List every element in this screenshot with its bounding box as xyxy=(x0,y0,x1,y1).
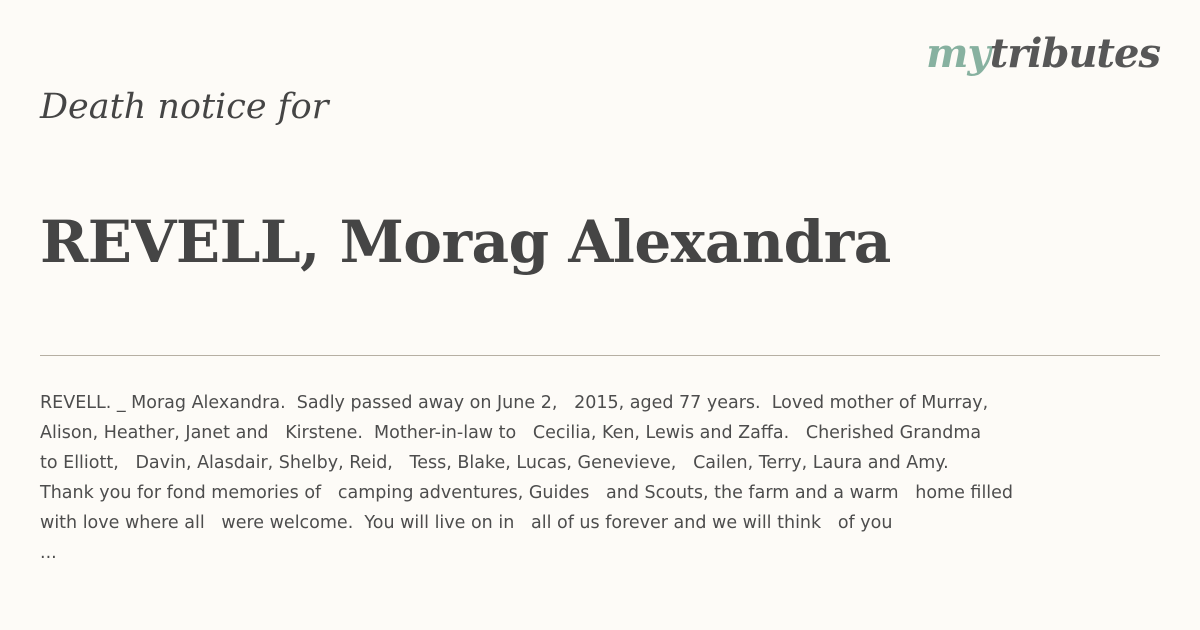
notice-line: to Elliott, Davin, Alasdair, Shelby, Reid, Tess, Blake, Lucas, Genevieve, Cailen, Terry, Laura and Amy. xyxy=(40,453,949,473)
death-notice-label: Death notice for xyxy=(40,87,329,127)
notice-line: REVELL. _ Morag Alexandra. Sadly passed away on June 2, 2015, aged 77 years. Loved mother of Murray, xyxy=(40,393,989,413)
notice-line: Thank you for fond memories of camping adventures, Guides and Scouts, the farm and a warm home filled xyxy=(40,483,1014,503)
mytributes-logo[interactable] xyxy=(926,30,1160,78)
notice-text xyxy=(40,388,1160,568)
logo-tributes-text: tributes xyxy=(989,30,1160,77)
divider xyxy=(40,355,1160,356)
logo-my-text: my xyxy=(926,30,990,77)
notice-ellipsis: ... xyxy=(40,543,57,563)
notice-line: with love where all were welcome. You will live on in all of us forever and we will think of you xyxy=(40,513,893,533)
deceased-name: REVELL, Morag Alexandra xyxy=(40,208,891,276)
notice-line: Alison, Heather, Janet and Kirstene. Mother-in-law to Cecilia, Ken, Lewis and Zaffa. Cherished Grandma xyxy=(40,423,982,443)
